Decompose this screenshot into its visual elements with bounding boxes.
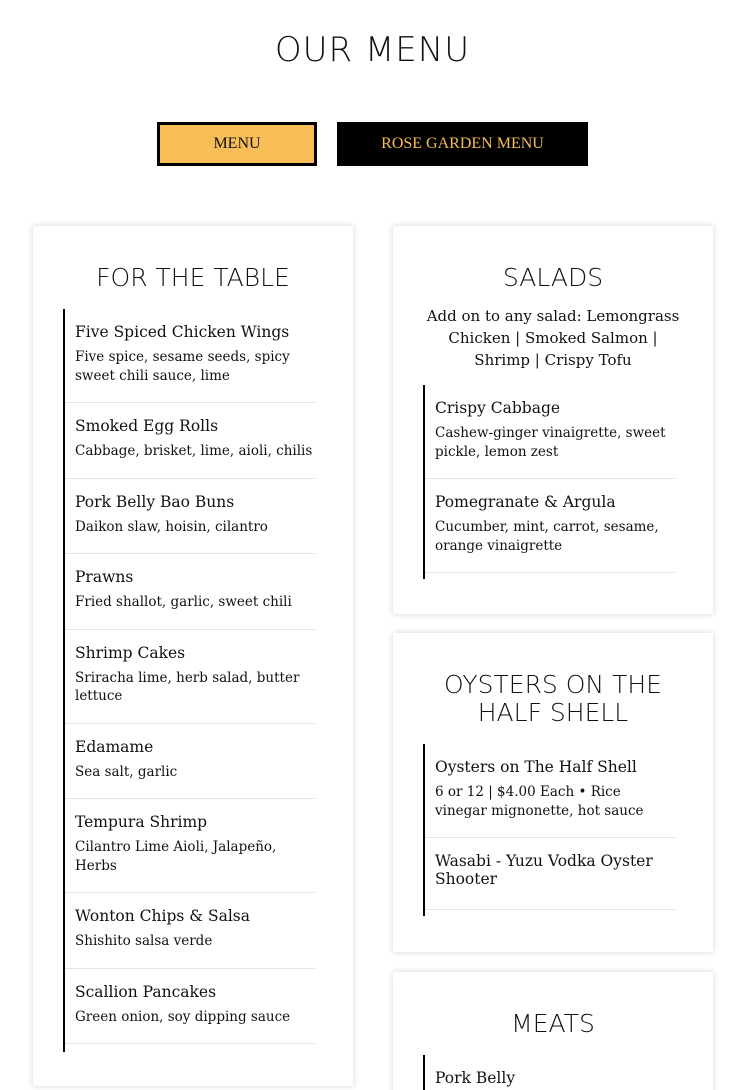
menu-item-name: Scallion Pancakes — [75, 982, 217, 1001]
menu-item-name: Edamame — [75, 737, 154, 756]
menu-item-name: Wasabi - Yuzu Vodka Oyster Shooter — [435, 852, 653, 888]
menu-item — [65, 893, 315, 969]
menu-item-name: Crispy Cabbage — [435, 399, 561, 417]
menu-item-description: Sea salt, garlic — [75, 763, 178, 780]
menu-item-description: Cilantro Lime Aioli, Jalapeño, Herbs — [75, 839, 277, 874]
menu-item-name: Smoked Egg Rolls — [75, 417, 219, 435]
section-title — [393, 671, 713, 727]
section-card-oysters — [393, 633, 713, 952]
section-title: MEATS — [511, 1009, 595, 1038]
section-card-meats — [393, 972, 713, 1090]
page-title: OUR MENU — [274, 30, 471, 70]
menu-item — [65, 969, 315, 1045]
menu-item-description: Sriracha lime, herb salad, butter lettuce — [75, 669, 300, 704]
menu-item-list — [423, 385, 675, 579]
section-title-line: HALF SHELL — [477, 698, 629, 727]
menu-item-description: Cabbage, brisket, lime, aioli, chilis — [75, 443, 313, 459]
menu-item — [65, 309, 315, 403]
menu-item — [425, 744, 675, 838]
menu-item-description: Daikon slaw, hoisin, cilantro — [75, 518, 268, 535]
menu-item-description: Cashew-ginger vinaigrette, sweet pickle, lemon zest — [435, 425, 666, 460]
menu-item-description: Five spice, sesame seeds, spicy sweet chili sauce, lime — [75, 349, 290, 384]
menu-item-name: Pomegranate & Argula — [435, 493, 616, 511]
menu-item — [425, 838, 675, 910]
menu-item-description: Cucumber, mint, carrot, sesame, orange vinaigrette — [435, 519, 659, 554]
menu-item — [425, 1055, 675, 1087]
tab-rose-garden-menu[interactable]: ROSE GARDEN MENU — [337, 122, 588, 166]
menu-item — [65, 724, 315, 800]
menu-item-name: Wonton Chips & Salsa — [75, 907, 251, 925]
menu-item-description: Shishito salsa verde — [75, 933, 213, 949]
menu-item-list — [423, 1055, 675, 1090]
menu-item — [65, 554, 315, 630]
menu-item — [65, 630, 315, 724]
section-note: Add on to any salad: Lemongrass Chicken | Smoked Salmon | Shrimp | Crispy Tofu — [426, 307, 680, 369]
menu-item-name: Five Spiced Chicken Wings — [75, 323, 290, 341]
menu-item-list — [63, 309, 315, 1052]
section-title: FOR THE TABLE — [96, 263, 290, 292]
section-title-line: OYSTERS ON THE — [444, 670, 662, 699]
section-card-for-the-table — [33, 226, 353, 1086]
menu-item-name: Pork Belly — [435, 1069, 516, 1087]
menu-item-name: Pork Belly Bao Buns — [75, 492, 235, 511]
menu-item — [65, 799, 315, 893]
section-card-salads — [393, 226, 713, 614]
menu-tabs — [0, 122, 745, 166]
section-title: SALADS — [502, 263, 604, 292]
menu-item — [65, 403, 315, 479]
menu-item-list — [423, 744, 675, 916]
menu-item — [425, 385, 675, 479]
menu-item-description: Green onion, soy dipping sauce — [75, 1008, 291, 1025]
tab-menu[interactable]: MENU — [157, 122, 317, 166]
menu-item — [65, 479, 315, 555]
menu-item-description: Fried shallot, garlic, sweet chili — [75, 594, 292, 610]
menu-item — [425, 479, 675, 573]
menu-item-name: Tempura Shrimp — [75, 813, 208, 831]
menu-item-name: Shrimp Cakes — [75, 643, 186, 662]
menu-item-description: 6 or 12 | $4.00 Each • Rice vinegar mignonette, hot sauce — [435, 784, 644, 819]
menu-item-name: Prawns — [75, 568, 134, 586]
menu-item-name: Oysters on The Half Shell — [435, 758, 637, 776]
